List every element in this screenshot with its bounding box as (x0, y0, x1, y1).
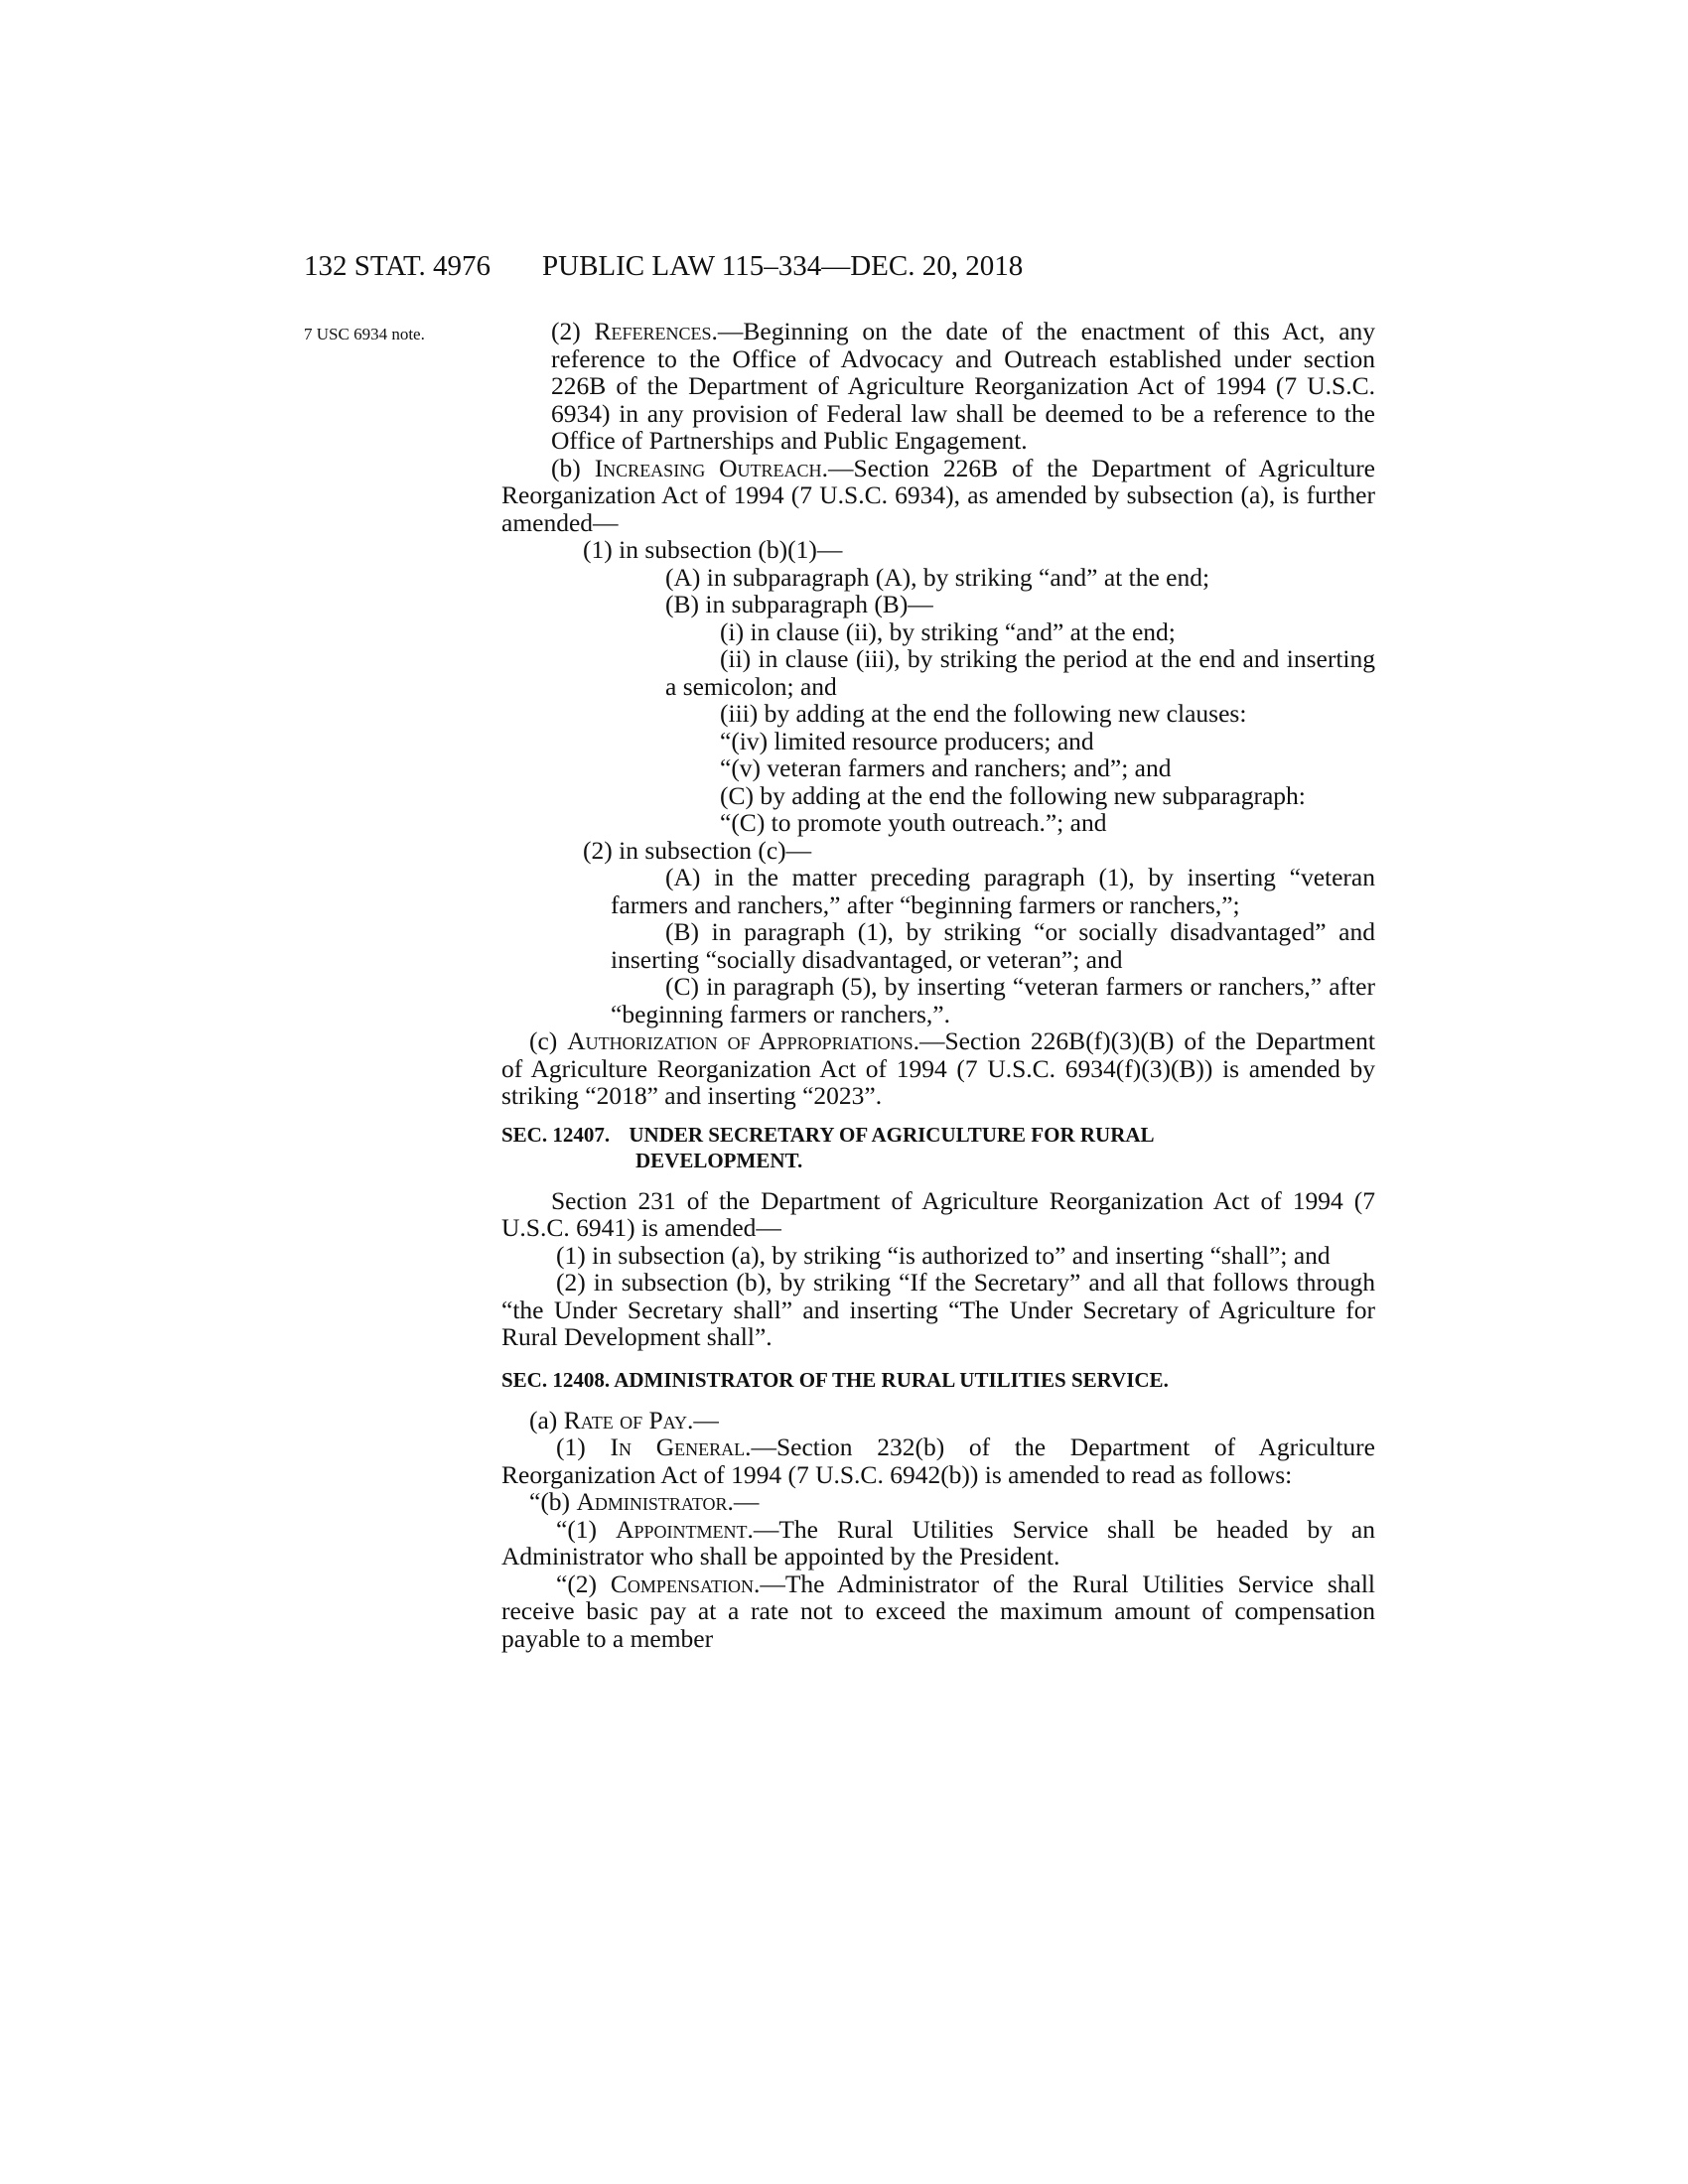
list-item: (i) in clause (ii), by striking “and” at the end; (720, 616, 1176, 646)
list-item: (A) in subparagraph (A), by striking “and” at the end; (665, 562, 1210, 592)
list-item: (iii) by adding at the end the following new clauses: (720, 699, 1247, 728)
paragraph-administrator: “(b) Administrator.— (529, 1487, 760, 1516)
paragraph-authorization: (c) Authorization of Appropriations.—Section 226B(f)(3)(B) of the Department of Agriculture Reorganization Act of 1994 (7 U.S.C. 6934(f)(3)(B)) is amended by striking “2018” and inserting “2023”. (501, 1026, 1376, 1110)
list-item: (2) in subsection (c)— (583, 835, 812, 865)
section-title-continued: DEVELOPMENT. (635, 1148, 803, 1172)
list-item: (B) in paragraph (1), by striking “or socially disadvantaged” and inserting “socially disadvantaged, or veteran”; and (611, 917, 1375, 974)
paragraph-references: (2) References.—Beginning on the date of the enactment of this Act, any reference to the Office of Advocacy and Outreach established under section 226B of the Department of Agriculture Reorganization Act of 1994 (7 U.S.C. 6934) in any provision of Federal law shall be deemed to be a reference to the Office of Partnerships and Public Engagement. (551, 317, 1376, 455)
list-item: (1) in subsection (b)(1)— (583, 535, 843, 564)
stat-citation: 132 STAT. 4976 (304, 250, 492, 282)
paragraph-compensation: “(2) Compensation.—The Administrator of the Rural Utilities Service shall receive basic pay at a rate not to exceed the maximum amount of compensation payable to a member (501, 1569, 1375, 1653)
paragraph-in-general: (1) In General.—Section 232(b) of the Department of Agriculture Reorganization Act of 1994 (7 U.S.C. 6942(b)) is amended to read as follows: (501, 1433, 1375, 1489)
section-number: SEC. 12407. (501, 1122, 611, 1147)
list-item: “(iv) limited resource producers; and (720, 726, 1094, 755)
section-text: Section 231 of the Department of Agriculture Reorganization Act of 1994 (7 U.S.C. 6941) is amended— (501, 1185, 1375, 1242)
section-title: UNDER SECRETARY OF AGRICULTURE FOR RURAL (629, 1122, 1155, 1147)
list-item: (B) in subparagraph (B)— (665, 590, 933, 618)
page-header (304, 248, 1217, 288)
section-heading-12407 (501, 1122, 1375, 1173)
law-title: PUBLIC LAW 115–334—DEC. 20, 2018 (542, 250, 1024, 282)
list-item: (C) in paragraph (5), by inserting “veteran farmers or ranchers,” after “beginning farmers or ranchers,”. (611, 972, 1375, 1028)
list-item: (2) in subsection (b), by striking “If the Secretary” and all that follows through “the Under Secretary shall” and inserting “The Under Secretary of Agriculture for Rural Development shall”. (501, 1268, 1375, 1351)
list-item: (1) in subsection (a), by striking “is authorized to” and inserting “shall”; and (556, 1240, 1331, 1270)
list-item: (ii) in clause (iii), by striking the period at the end and inserting a semicolon; and (665, 644, 1375, 701)
margin-note: 7 USC 6934 note. (304, 325, 425, 343)
list-item: (C) by adding at the end the following new subparagraph: (720, 780, 1306, 810)
paragraph-rate-of-pay: (a) Rate of Pay.— (529, 1405, 719, 1434)
paragraph-increasing-outreach: (b) Increasing Outreach.—Section 226B of the Department of Agriculture Reorganization Act of 1994 (7 U.S.C. 6934), as amended by subsection (a), is further amended— (501, 453, 1376, 537)
section-heading-12408: SEC. 12408. ADMINISTRATOR OF THE RURAL UTILITIES SERVICE. (501, 1367, 1169, 1392)
document-body (501, 318, 1375, 1652)
list-item: (A) in the matter preceding paragraph (1), by inserting “veteran farmers and ranchers,” after “beginning farmers or ranchers,”; (611, 863, 1375, 919)
paragraph-appointment: “(1) Appointment.—The Rural Utilities Service shall be headed by an Administrator who shall be appointed by the President. (501, 1514, 1375, 1570)
list-item: “(C) to promote youth outreach.”; and (720, 808, 1107, 837)
list-item: “(v) veteran farmers and ranchers; and”; and (720, 753, 1172, 782)
